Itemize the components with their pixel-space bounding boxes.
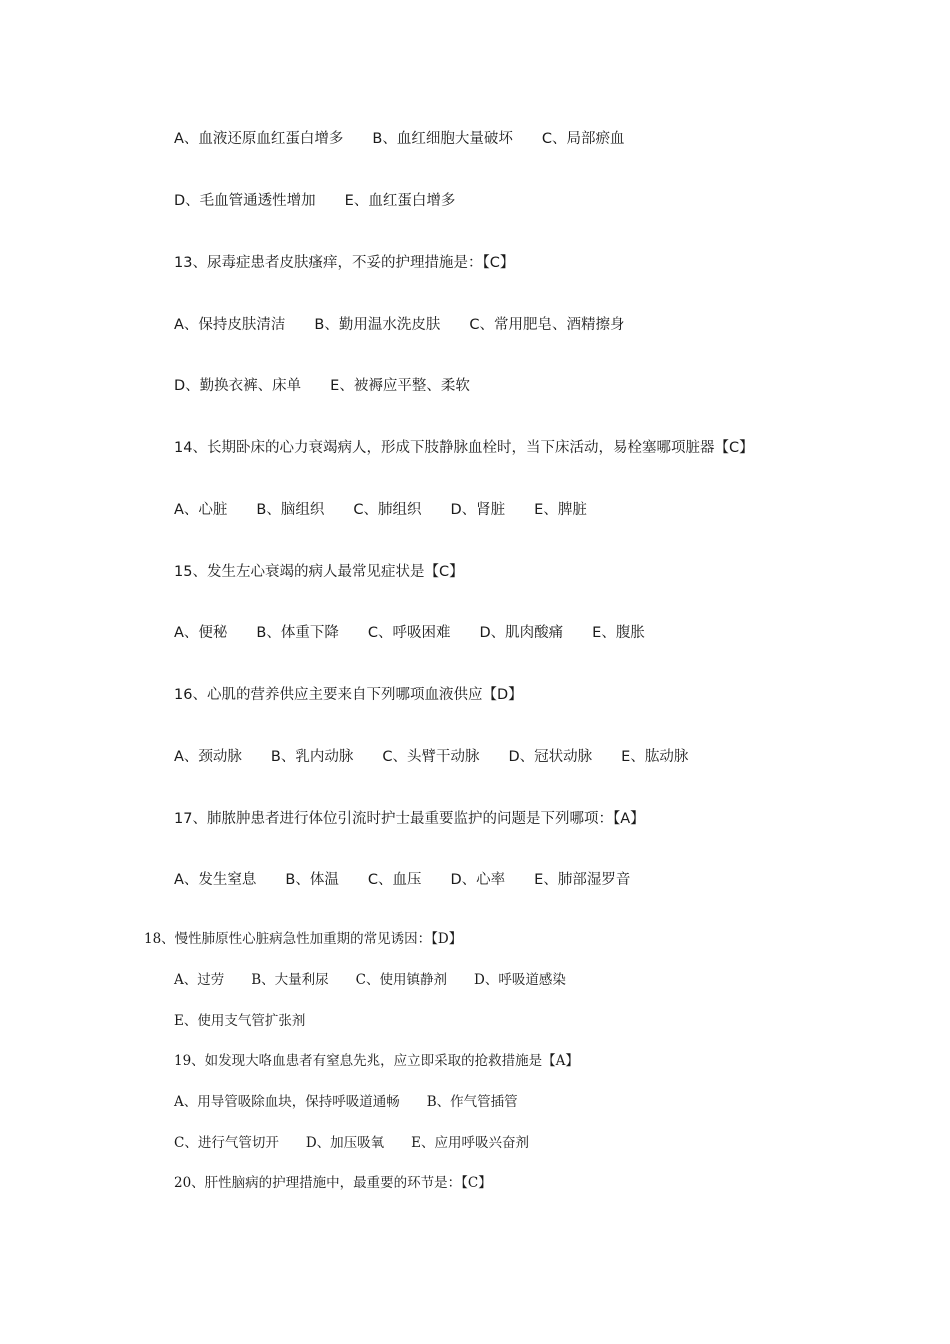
question-18: 18、慢性肺原性心脏病急性加重期的常见诱因：【D】	[144, 931, 463, 947]
question-20: 20、肝性脑病的护理措施中，最重要的环节是：【C】	[174, 1175, 492, 1191]
q12-options-line-2: D、毛血管通透性增加 E、血红蛋白增多	[174, 193, 456, 209]
q15-options: A、便秘 B、体重下降 C、呼吸困难 D、肌肉酸痛 E、腹胀	[174, 625, 645, 641]
question-19: 19、如发现大咯血患者有窒息先兆，应立即采取的抢救措施是【A】	[174, 1053, 579, 1069]
q16-options: A、颈动脉 B、乳内动脉 C、头臂干动脉 D、冠状动脉 E、肱动脉	[174, 749, 689, 765]
q13-options-line-2: D、勤换衣裤、床单 E、被褥应平整、柔软	[174, 378, 470, 394]
q14-options: A、心脏 B、脑组织 C、肺组织 D、肾脏 E、脾脏	[174, 502, 587, 518]
q18-options-line-2: E、使用支气管扩张剂	[174, 1013, 306, 1029]
question-16: 16、心肌的营养供应主要来自下列哪项血液供应【D】	[174, 687, 523, 703]
q12-options-line-1: A、血液还原血红蛋白增多 B、血红细胞大量破坏 C、局部瘀血	[174, 131, 625, 147]
question-17: 17、肺脓肿患者进行体位引流时护士最重要监护的问题是下列哪项：【A】	[174, 811, 645, 827]
question-14: 14、长期卧床的心力衰竭病人，形成下肢静脉血栓时，当下床活动，易栓塞哪项脏器【C】	[174, 440, 754, 456]
q18-options-line-1: A、过劳 B、大量利尿 C、使用镇静剂 D、呼吸道感染	[174, 972, 566, 988]
q19-options-line-2: C、进行气管切开 D、加压吸氧 E、应用呼吸兴奋剂	[174, 1135, 530, 1151]
question-15: 15、发生左心衰竭的病人最常见症状是【C】	[174, 564, 464, 580]
q17-options: A、发生窒息 B、体温 C、血压 D、心率 E、肺部湿罗音	[174, 872, 631, 888]
question-13: 13、尿毒症患者皮肤瘙痒，不妥的护理措施是：【C】	[174, 255, 515, 271]
q19-options-line-1: A、用导管吸除血块，保持呼吸道通畅 B、作气管插管	[174, 1094, 518, 1110]
q13-options-line-1: A、保持皮肤清洁 B、勤用温水洗皮肤 C、常用肥皂、酒精擦身	[174, 317, 625, 333]
